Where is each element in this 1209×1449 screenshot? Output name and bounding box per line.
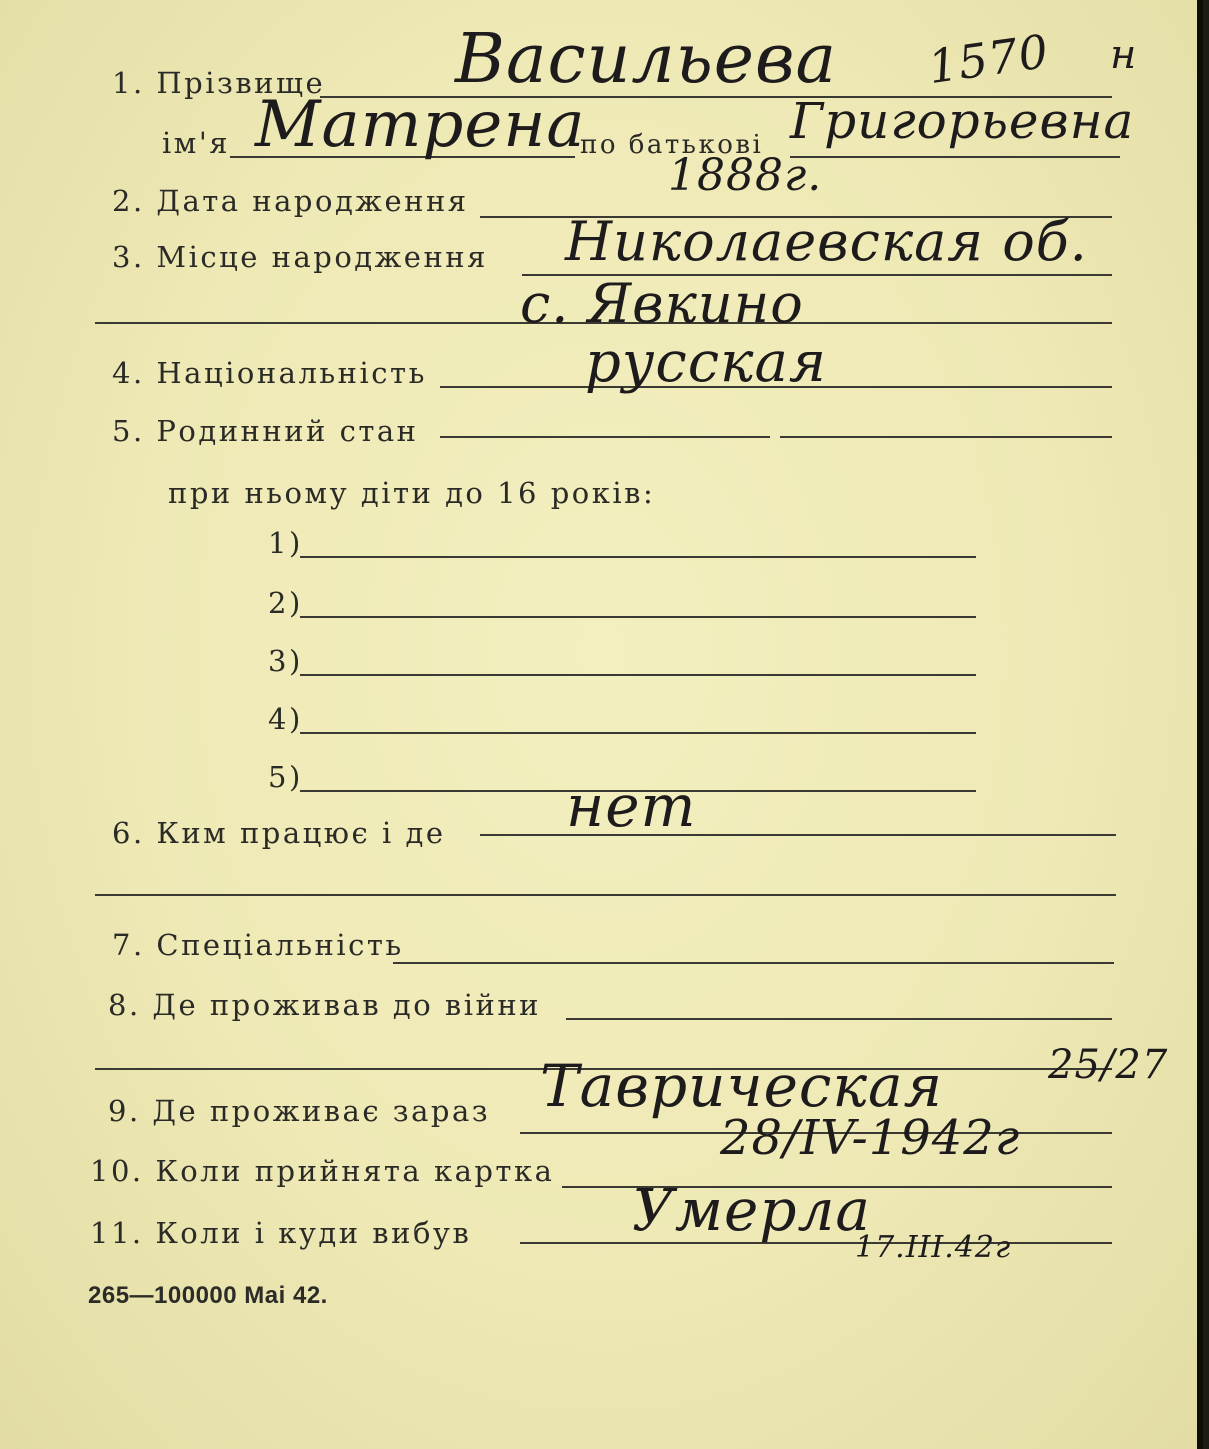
- handwritten-house-number: 25/27: [1048, 1042, 1169, 1088]
- card-date-label: Коли прийнята картка: [155, 1154, 555, 1188]
- current-address-label: Де проживає зараз: [152, 1094, 491, 1128]
- handwritten-nationality: русская: [585, 330, 827, 395]
- patronymic-line: [790, 156, 1120, 158]
- child-number: 2): [268, 586, 303, 620]
- field-number: 3.: [112, 240, 145, 274]
- name-label: ім'я: [162, 126, 231, 160]
- family-status-label: Родинний стан: [156, 414, 419, 448]
- field-prewar-address: [0, 970, 1203, 1030]
- handwritten-departure-date: 17.III.42г: [855, 1230, 1012, 1265]
- work-label: Ким працює і де: [156, 816, 446, 850]
- handwritten-work: нет: [566, 772, 697, 840]
- child-row: [0, 568, 1203, 628]
- child-row: [0, 508, 1203, 568]
- handwritten-name: Матрена: [255, 88, 586, 162]
- child-line: [300, 616, 976, 618]
- child-number: 5): [268, 760, 303, 794]
- family-status-line: [440, 436, 770, 438]
- prewar-address-label: Де проживав до війни: [152, 988, 541, 1022]
- handwritten-surname: Васильева: [455, 20, 838, 99]
- child-number: 4): [268, 702, 303, 736]
- birth-date-label: Дата народження: [156, 184, 469, 218]
- handwritten-patronymic: Григорьевна: [790, 92, 1135, 150]
- field-number: 11.: [90, 1216, 144, 1250]
- field-family-status: [0, 396, 1203, 456]
- children-label: при ньому діти до 16 років:: [168, 476, 656, 510]
- handwritten-birthplace-region: Николаевская об.: [565, 210, 1088, 273]
- field-number: 8.: [108, 988, 141, 1022]
- child-line: [300, 732, 976, 734]
- handwritten-current-address: Таврическая: [540, 1052, 944, 1120]
- child-line: [300, 556, 976, 558]
- field-number: 2.: [112, 184, 145, 218]
- print-code: 265—100000 Mai 42.: [88, 1282, 328, 1309]
- family-status-line-2: [780, 436, 1112, 438]
- field-card-date: [0, 1136, 1203, 1196]
- specialty-line: [393, 962, 1114, 964]
- field-number: 7.: [112, 928, 145, 962]
- handwritten-birthplace-village: с. Явкино: [520, 272, 804, 335]
- child-row: [0, 684, 1203, 744]
- handwritten-card-date: 28/IV-1942г: [720, 1110, 1021, 1166]
- work-line-2: [95, 894, 1116, 896]
- birth-place-label: Місце народження: [156, 240, 488, 274]
- child-number: 3): [268, 644, 303, 678]
- field-number: 6.: [112, 816, 145, 850]
- nationality-label: Національність: [156, 356, 427, 390]
- field-number: 4.: [112, 356, 145, 390]
- field-number: 5.: [112, 414, 145, 448]
- child-number: 1): [268, 526, 303, 560]
- prewar-address-line: [566, 1018, 1112, 1020]
- card-edge-shadow: [1197, 0, 1203, 1449]
- child-row: [0, 626, 1203, 686]
- handwritten-departure-status: Умерла: [632, 1176, 871, 1244]
- patronymic-label: по батькові: [580, 130, 764, 160]
- handwritten-birth-year: 1888г.: [668, 150, 823, 201]
- specialty-label: Спеціальність: [156, 928, 404, 962]
- field-specialty: [0, 910, 1203, 970]
- field-number: 1.: [112, 66, 145, 100]
- surname-label: Прізвище: [156, 66, 326, 100]
- departure-label: Коли і куди вибув: [155, 1216, 472, 1250]
- child-line: [300, 674, 976, 676]
- handwritten-mark: н: [1110, 32, 1138, 78]
- field-number: 9.: [108, 1094, 141, 1128]
- field-number: 10.: [90, 1154, 144, 1188]
- field-departure: [0, 1198, 1203, 1258]
- handwritten-number: 1570: [924, 23, 1053, 95]
